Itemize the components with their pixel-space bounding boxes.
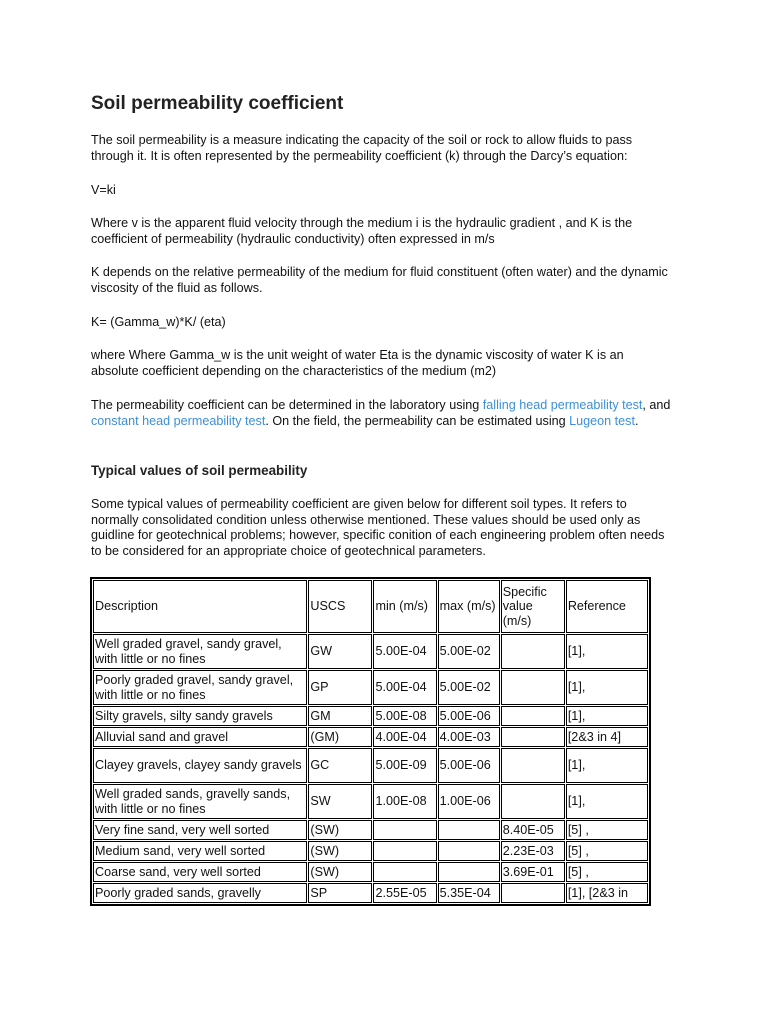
cell-description: Well graded gravel, sandy gravel, with little or no fines	[93, 634, 307, 669]
determination-paragraph	[91, 398, 671, 429]
cell-uscs: (GM)	[308, 727, 372, 747]
cell-specific-value: 3.69E-01	[501, 862, 565, 882]
cell-min: 4.00E-04	[373, 727, 436, 747]
k-depends-paragraph: K depends on the relative permeability of the medium for fluid constituent (often water) and the dynamic viscosity of the fluid as follows.	[91, 265, 668, 295]
cell-max: 1.00E-06	[438, 784, 500, 819]
cell-specific-value	[501, 634, 565, 669]
cell-min: 2.55E-05	[373, 883, 436, 903]
cell-description: Silty gravels, silty sandy gravels	[93, 706, 307, 726]
table-row	[93, 706, 648, 726]
cell-max	[438, 820, 500, 840]
cell-reference: [1],	[566, 706, 648, 726]
cell-uscs: (SW)	[308, 862, 372, 882]
cell-reference: [1],	[566, 670, 648, 705]
table-row	[93, 820, 648, 840]
cell-uscs: SW	[308, 784, 372, 819]
cell-specific-value	[501, 883, 565, 903]
cell-max: 4.00E-03	[438, 727, 500, 747]
cell-specific-value	[501, 670, 565, 705]
cell-max: 5.35E-04	[438, 883, 500, 903]
lugeon-test-link[interactable]: Lugeon test	[569, 413, 635, 428]
constant-head-test-link[interactable]: constant head permeability test	[91, 413, 266, 428]
cell-specific-value: 8.40E-05	[501, 820, 565, 840]
falling-head-test-link[interactable]: falling head permeability test	[482, 398, 643, 412]
cell-min	[373, 841, 436, 861]
cell-specific-value: 2.23E-03	[501, 841, 565, 861]
cell-reference: [2&3 in 4]	[566, 727, 648, 747]
cell-min: 5.00E-08	[373, 706, 436, 726]
table-header-row	[93, 580, 648, 633]
cell-uscs: GW	[308, 634, 372, 669]
cell-min: 5.00E-09	[373, 748, 436, 783]
cell-uscs: GC	[308, 748, 372, 783]
cell-reference: [1],	[566, 634, 648, 669]
header-uscs: USCS	[308, 580, 372, 633]
cell-max	[438, 841, 500, 861]
cell-max: 5.00E-02	[438, 670, 500, 705]
cell-reference: [5] ,	[566, 820, 648, 840]
cell-description: Well graded sands, gravelly sands, with little or no fines	[93, 784, 307, 819]
cell-description: Very fine sand, very well sorted	[93, 820, 307, 840]
table-row	[93, 748, 648, 783]
cell-uscs: GP	[308, 670, 372, 705]
table-row	[93, 634, 648, 669]
header-max: max (m/s)	[438, 580, 500, 633]
header-description: Description	[93, 580, 307, 633]
equation-variables-paragraph: where Where Gamma_w is the unit weight of water Eta is the dynamic viscosity of water K is an absolute coefficient depending on the characteristics of the medium (m2)	[91, 348, 624, 378]
darcy-equation: V=ki	[91, 183, 116, 197]
cell-reference: [1], [2&3 in	[566, 883, 648, 903]
table-row	[93, 883, 648, 903]
cell-specific-value	[501, 784, 565, 819]
determination-text-1: The permeability coefficient can be determined in the laboratory using	[91, 398, 483, 412]
cell-description: Alluvial sand and gravel	[93, 727, 307, 747]
determination-text-3: . On the field, the permeability can be estimated using	[265, 413, 570, 428]
intro-paragraph: The soil permeability is a measure indicating the capacity of the soil or rock to allow fluids to pass through it. It is often represented by the permeability coefficient (k) through the Darcy’s equation:	[91, 133, 633, 163]
cell-min: 5.00E-04	[373, 634, 436, 669]
cell-description: Poorly graded sands, gravelly	[93, 883, 307, 903]
cell-min	[373, 862, 436, 882]
header-min: min (m/s)	[373, 580, 436, 633]
table-row	[93, 727, 648, 747]
cell-uscs: SP	[308, 883, 372, 903]
table-row	[93, 862, 648, 882]
cell-reference: [1],	[566, 748, 648, 783]
cell-uscs: (SW)	[308, 841, 372, 861]
section-heading: Typical values of soil permeability	[91, 463, 308, 478]
cell-description: Medium sand, very well sorted	[93, 841, 307, 861]
permeability-equation: K= (Gamma_w)*K/ (eta)	[91, 315, 226, 329]
cell-specific-value	[501, 706, 565, 726]
cell-uscs: GM	[308, 706, 372, 726]
cell-description: Clayey gravels, clayey sandy gravels	[93, 748, 307, 783]
determination-text-4: .	[634, 413, 639, 428]
determination-text-2: , and	[642, 398, 671, 412]
cell-reference: [5] ,	[566, 862, 648, 882]
cell-description: Poorly graded gravel, sandy gravel, with little or no fines	[93, 670, 307, 705]
page-title: Soil permeability coefficient	[91, 93, 344, 114]
equation-explanation: Where v is the apparent fluid velocity through the medium i is the hydraulic gradient , and K is the coefficient of permeability (hydraulic conductivity) often expressed in m/s	[91, 216, 633, 246]
section-paragraph: Some typical values of permeability coefficient are given below for different soil types. It refers to normally consolidated condition unless otherwise mentioned. These values should be used only as guidline for geotechnical problems; however, specific conition of each engineering problem often needs to be considered for an appropriate choice of geotechnical parameters.	[91, 497, 665, 558]
cell-specific-value	[501, 748, 565, 783]
header-reference: Reference	[566, 580, 648, 633]
cell-max: 5.00E-02	[438, 634, 500, 669]
cell-specific-value	[501, 727, 565, 747]
cell-min: 1.00E-08	[373, 784, 436, 819]
table-row	[93, 670, 648, 705]
cell-max: 5.00E-06	[438, 748, 500, 783]
permeability-table	[91, 578, 650, 905]
cell-min: 5.00E-04	[373, 670, 436, 705]
cell-min	[373, 820, 436, 840]
header-specific-value: Specific value (m/s)	[501, 580, 565, 633]
cell-uscs: (SW)	[308, 820, 372, 840]
cell-reference: [1],	[566, 784, 648, 819]
table-row	[93, 784, 648, 819]
cell-max	[438, 862, 500, 882]
cell-max: 5.00E-06	[438, 706, 500, 726]
cell-reference: [5] ,	[566, 841, 648, 861]
cell-description: Coarse sand, very well sorted	[93, 862, 307, 882]
table-row	[93, 841, 648, 861]
